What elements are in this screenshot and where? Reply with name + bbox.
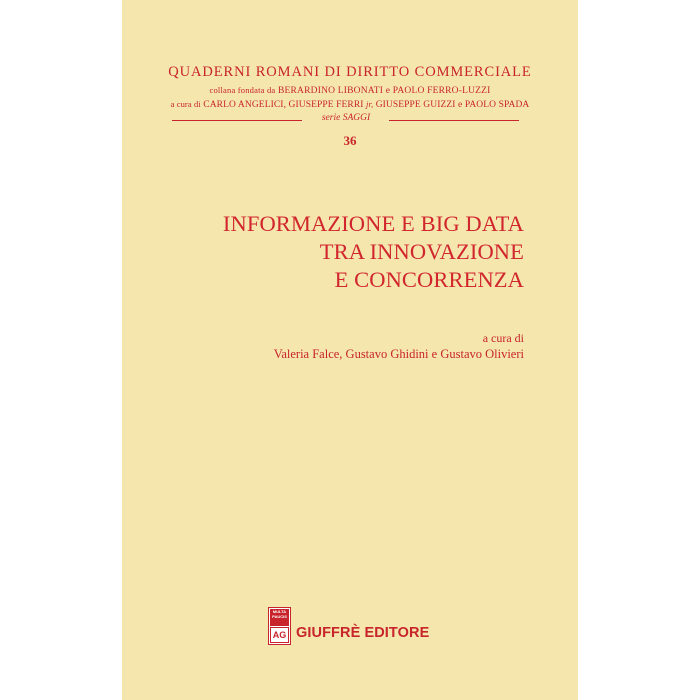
logo-initials: AG — [270, 627, 289, 643]
founders-names: BERARDINO LIBONATI e PAOLO FERRO-LUZZI — [277, 86, 491, 96]
book-cover — [122, 0, 578, 700]
book-title-line: INFORMAZIONE E BIG DATA — [222, 211, 524, 236]
divider-right — [389, 120, 519, 121]
series-editors — [122, 99, 578, 110]
book-title-line: TRA INNOVAZIONE — [319, 239, 524, 264]
founders-prefix: collana fondata da — [209, 85, 276, 95]
series-title: QUADERNI ROMANI DI DIRITTO COMMERCIALE — [168, 64, 532, 80]
logo-motto: MULTA PAUCIS — [270, 609, 289, 626]
book-editors: Valeria Falce, Gustavo Ghidini e Gustavo Olivieri — [273, 347, 524, 361]
publisher-name: GIUFFRÈ EDITORE — [296, 625, 430, 641]
series-editors-names-1: CARLO ANGELICI, GIUSEPPE FERRI — [203, 100, 364, 110]
series-editors-names-2: GIUSEPPE GUIZZI e PAOLO SPADA — [375, 100, 530, 110]
serie-label: serie SAGGI — [321, 113, 371, 123]
book-title — [223, 210, 524, 294]
volume-number: 36 — [343, 133, 357, 148]
series-editors-prefix: a cura di — [170, 99, 201, 109]
book-title-line: E CONCORRENZA — [334, 267, 524, 292]
publisher-logo-icon — [268, 607, 291, 645]
series-editors-jr: jr, — [366, 99, 374, 109]
divider-left — [172, 120, 302, 121]
series-founders — [122, 85, 578, 96]
editors-intro: a cura di — [482, 331, 524, 345]
